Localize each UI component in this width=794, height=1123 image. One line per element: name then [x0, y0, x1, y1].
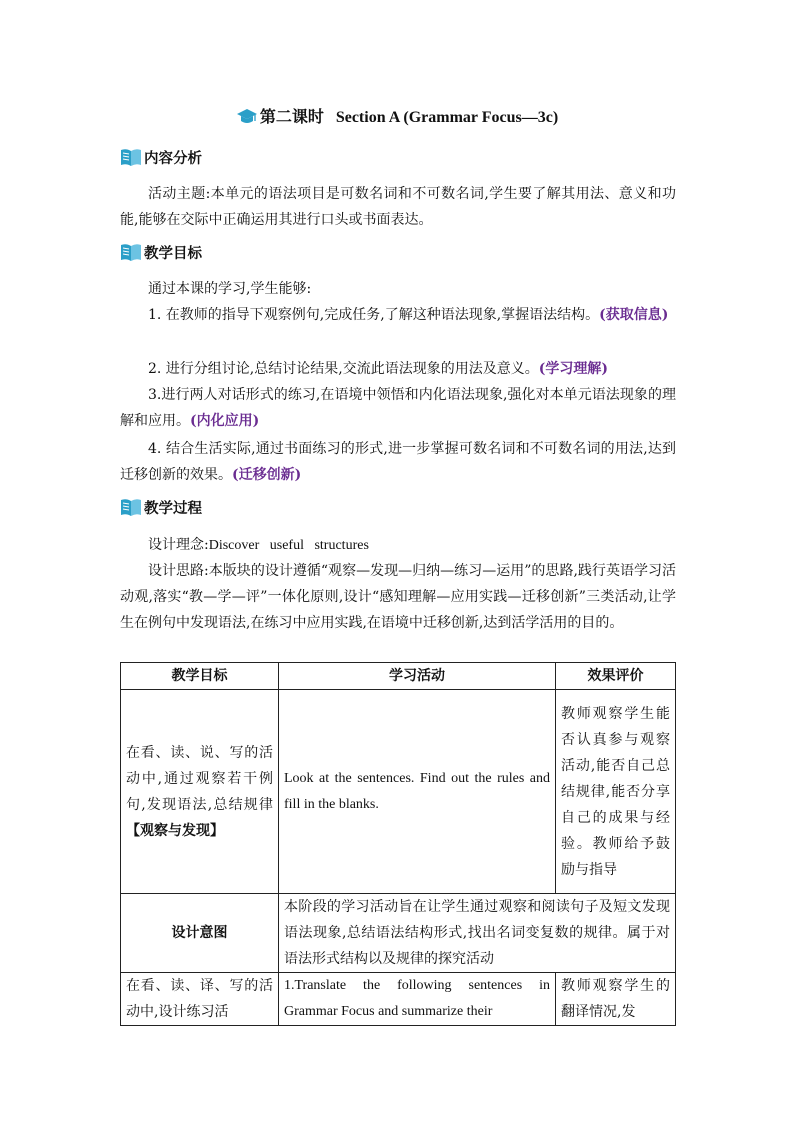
goal-text: 在看、读、说、写的活动中,通过观察若干例句,发现语法,总结规律 — [126, 744, 273, 813]
objective-item — [120, 436, 676, 488]
activity-cell: Look at the sentences. Find out the rules and fill in the blanks. — [279, 690, 556, 894]
activity-cell: 1.Translate the following sentences in Grammar Focus and summarize their — [279, 973, 556, 1026]
evaluation-cell: 教师观察学生的翻译情况,发 — [556, 973, 676, 1026]
table-row-intent — [121, 894, 676, 973]
header-cell: 效果评价 — [556, 663, 676, 690]
objective-tag: (学习理解) — [538, 361, 608, 377]
header-cell: 学习活动 — [279, 663, 556, 690]
section-heading-objectives — [120, 242, 202, 264]
heading-label: 教学过程 — [144, 500, 202, 517]
evaluation-cell: 教师观察学生能否认真参与观察活动,能否自己总结规律,能否分享自己的成果与经验。教师给予鼓励与指导 — [556, 690, 676, 894]
objective-text: 2. 进行分组讨论,总结讨论结果,交流此语法现象的用法及意义。 — [148, 361, 539, 377]
objective-text: 1. 在教师的指导下观察例句,完成任务,了解这种语法现象,掌握语法结构。 — [148, 307, 600, 323]
objective-item — [120, 356, 676, 382]
heading-label: 内容分析 — [144, 150, 202, 167]
objective-item — [120, 382, 676, 434]
objective-tag: (迁移创新) — [232, 467, 302, 483]
concept-label: 设计理念: — [148, 537, 209, 553]
teaching-plan-table — [120, 662, 676, 1026]
objective-item — [120, 302, 676, 328]
table-header-row — [121, 663, 676, 690]
page-title — [0, 104, 794, 133]
goal-cell: 在看、读、译、写的活动中,设计练习活 — [121, 973, 279, 1026]
goal-cell — [121, 690, 279, 894]
open-book-icon — [120, 497, 142, 524]
objective-text: 4. 结合生活实际,通过书面练习的形式,进一步掌握可数名词和不可数名词的用法,达到迁移创新的效果。 — [120, 441, 676, 483]
concept-value: Discover useful structures — [208, 538, 369, 553]
title-en: Section A (Grammar Focus—3c) — [335, 109, 559, 126]
content-analysis-text: 活动主题:本单元的语法项目是可数名词和不可数名词,学生要了解其用法、意义和功能,能够在交际中正确运用其进行口头或书面表达。 — [120, 186, 676, 228]
design-thinking: 设计思路:本版块的设计遵循“观察—发现—归纳—练习—运用”的思路,践行英语学习活动观,落实“教—学—评”一体化原则,设计“感知理解—应用实践—迁移创新”三类活动,让学生在例句中发现语法,在练习中应用实践,在语境中迁移创新,达到活学活用的目的。 — [120, 563, 676, 631]
section-heading-content-analysis — [120, 147, 202, 169]
objectives-intro: 通过本课的学习,学生能够: — [148, 281, 312, 297]
graduation-cap-icon — [236, 107, 258, 133]
title-cn: 第二课时 — [259, 107, 324, 126]
intent-label-cell: 设计意图 — [121, 894, 279, 973]
design-concept — [120, 532, 676, 559]
open-book-icon — [120, 242, 142, 269]
objective-text: 3.进行两人对话形式的练习,在语境中领悟和内化语法现象,强化对本单元语法现象的理解和应用。 — [120, 387, 676, 429]
intent-text-cell: 本阶段的学习活动旨在让学生通过观察和阅读句子及短文发现语法现象,总结语法结构形式,找出名词变复数的规律。属于对语法形式结构以及规律的探究活动 — [279, 894, 676, 973]
open-book-icon — [120, 147, 142, 174]
goal-tag: 【观察与发现】 — [126, 822, 224, 839]
header-cell: 教学目标 — [121, 663, 279, 690]
objective-tag: (获取信息) — [599, 307, 669, 323]
table-row — [121, 973, 676, 1026]
heading-label: 教学目标 — [144, 245, 202, 262]
table-row — [121, 690, 676, 894]
objective-tag: (内化应用) — [190, 413, 260, 429]
section-heading-process — [120, 497, 202, 519]
